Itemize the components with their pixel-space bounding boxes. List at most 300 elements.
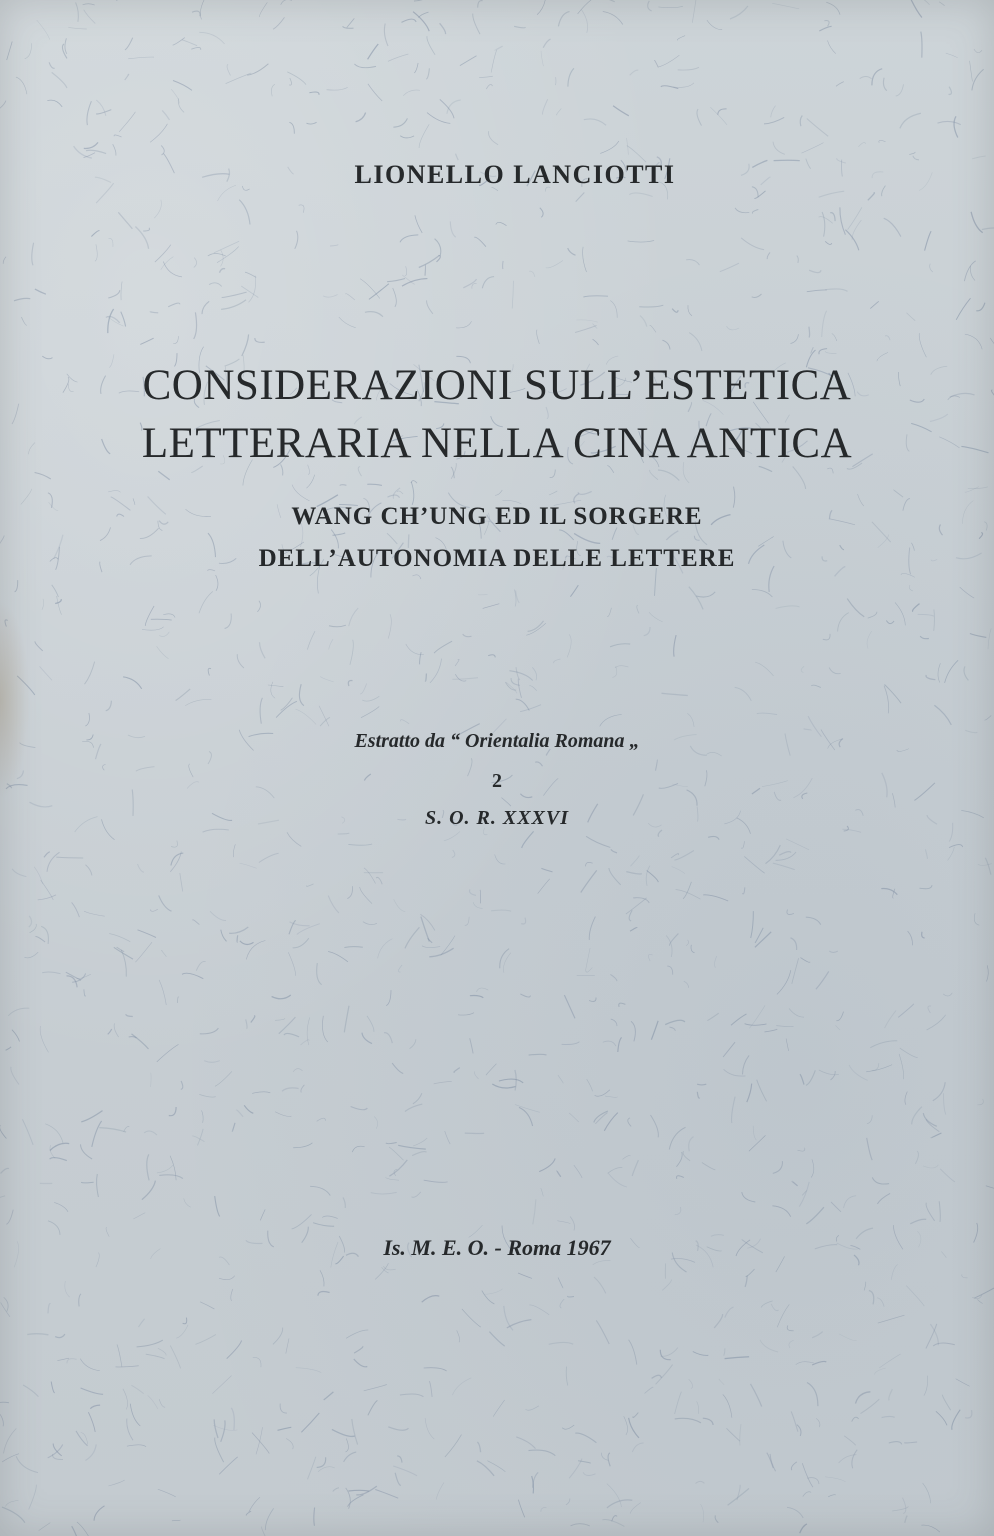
paper-fiber (368, 84, 382, 101)
paper-fiber (771, 1304, 778, 1311)
paper-fiber (422, 1296, 440, 1303)
paper-fiber (198, 1129, 204, 1146)
paper-fiber (528, 621, 544, 632)
paper-fiber (171, 841, 177, 848)
paper-fiber (49, 62, 55, 68)
paper-fiber (693, 1352, 709, 1356)
paper-fiber (539, 1158, 555, 1171)
paper-fiber (611, 1019, 617, 1026)
paper-fiber (715, 1515, 718, 1522)
paper-fiber (389, 1147, 403, 1160)
paper-fiber (771, 106, 776, 118)
paper-fiber (831, 1071, 836, 1080)
paper-fiber (168, 303, 180, 307)
paper-fiber (894, 490, 903, 497)
paper-fiber (891, 1265, 897, 1280)
paper-fiber (629, 193, 652, 197)
paper-fiber (50, 1145, 55, 1158)
paper-fiber (760, 1340, 778, 1352)
paper-fiber (719, 1379, 724, 1385)
paper-fiber (208, 254, 226, 257)
paper-fiber (293, 938, 309, 948)
paper-fiber (137, 1340, 163, 1347)
paper-fiber (612, 1516, 617, 1522)
paper-fiber (752, 589, 773, 597)
paper-fiber (384, 24, 388, 47)
paper-fiber (95, 244, 97, 261)
paper-fiber (491, 50, 496, 73)
paper-fiber (444, 832, 460, 841)
paper-fiber (799, 1182, 809, 1207)
paper-fiber (811, 1159, 814, 1177)
paper-fiber (985, 858, 991, 875)
paper-fiber (354, 1346, 363, 1353)
paper-fiber (518, 1273, 532, 1278)
paper-fiber (162, 110, 169, 120)
paper-fiber (979, 533, 983, 539)
paper-fiber (154, 200, 161, 218)
paper-fiber (870, 302, 878, 309)
paper-fiber (627, 138, 629, 155)
paper-fiber (909, 585, 913, 591)
paper-fiber (708, 836, 719, 839)
paper-fiber (67, 1359, 77, 1364)
paper-fiber (575, 1433, 596, 1443)
paper-fiber (541, 51, 543, 66)
paper-fiber (343, 26, 354, 28)
paper-fiber (499, 1079, 523, 1083)
paper-fiber (229, 927, 248, 933)
paper-fiber (252, 1092, 270, 1094)
paper-fiber (886, 621, 894, 624)
paper-fiber (558, 12, 569, 27)
paper-fiber (493, 1400, 504, 1417)
paper-fiber (605, 1096, 617, 1097)
paper-fiber (286, 1439, 293, 1450)
paper-fiber (970, 634, 986, 638)
paper-fiber (163, 614, 175, 618)
paper-fiber (157, 1044, 179, 1062)
paper-fiber (576, 193, 585, 202)
paper-fiber (209, 283, 222, 287)
paper-fiber (910, 1219, 926, 1224)
paper-fiber (411, 481, 417, 484)
paper-fiber (482, 277, 494, 289)
paper-fiber (773, 142, 785, 155)
paper-fiber (502, 798, 511, 807)
paper-fiber (802, 1190, 807, 1195)
paper-fiber (806, 1070, 815, 1085)
paper-fiber (518, 1500, 524, 1518)
paper-fiber (393, 118, 407, 127)
paper-fiber (710, 107, 727, 125)
paper-fiber (954, 116, 958, 137)
paper-fiber (90, 1405, 100, 1409)
paper-fiber (411, 482, 414, 505)
paper-fiber (72, 973, 85, 982)
paper-fiber (214, 1419, 218, 1438)
paper-fiber (347, 886, 352, 898)
paper-fiber (570, 1217, 575, 1231)
paper-fiber (437, 1483, 444, 1500)
paper-fiber (365, 312, 383, 317)
paper-fiber (473, 902, 483, 908)
paper-fiber (445, 1435, 462, 1457)
paper-fiber (583, 247, 587, 272)
paper-fiber (176, 689, 191, 701)
paper-fiber (877, 1193, 890, 1204)
paper-fiber (658, 55, 679, 67)
paper-fiber (306, 884, 313, 886)
paper-fiber (856, 1392, 871, 1404)
paper-fiber (772, 3, 799, 9)
paper-fiber (388, 495, 400, 498)
paper-fiber (860, 76, 872, 78)
paper-fiber (883, 78, 886, 91)
paper-fiber (242, 334, 249, 356)
paper-fiber (425, 674, 426, 682)
paper-fiber (62, 44, 67, 59)
paper-fiber (108, 1029, 112, 1034)
paper-fiber (938, 663, 940, 682)
paper-fiber (41, 926, 48, 944)
paper-fiber (701, 1504, 704, 1522)
paper-fiber (332, 1429, 355, 1436)
paper-fiber (867, 1115, 872, 1124)
paper-fiber (809, 270, 821, 272)
paper-fiber (450, 221, 455, 237)
paper-fiber (463, 279, 476, 288)
paper-fiber (421, 917, 429, 942)
paper-fiber (48, 1304, 51, 1314)
paper-fiber (81, 1182, 94, 1183)
paper-fiber (824, 21, 829, 27)
paper-fiber (919, 333, 926, 357)
paper-fiber (671, 854, 679, 858)
paper-fiber (184, 1198, 191, 1207)
paper-fiber (318, 1292, 330, 1296)
paper-fiber (696, 592, 715, 597)
paper-fiber (200, 1028, 219, 1034)
paper-fiber (382, 1267, 389, 1273)
paper-fiber (745, 1024, 767, 1026)
paper-fiber (320, 676, 333, 682)
paper-fiber (260, 1209, 265, 1220)
paper-fiber (434, 641, 452, 653)
paper-fiber (822, 212, 825, 237)
paper-fiber (7, 42, 13, 61)
paper-fiber (45, 1124, 63, 1143)
paper-fiber (519, 1107, 533, 1126)
paper-fiber (714, 1314, 722, 1328)
paper-fiber (661, 86, 679, 89)
paper-fiber (884, 218, 901, 236)
paper-fiber (694, 536, 699, 541)
paper-fiber (106, 317, 120, 323)
paper-fiber (48, 1445, 63, 1458)
paper-fiber (231, 1408, 234, 1430)
paper-fiber (869, 1291, 874, 1305)
paper-fiber (741, 841, 744, 848)
paper-fiber (65, 38, 67, 54)
paper-fiber (292, 485, 309, 501)
paper-fiber (949, 845, 963, 848)
paper-fiber (533, 1199, 536, 1224)
paper-fiber (669, 1127, 685, 1149)
paper-fiber (157, 646, 169, 659)
paper-fiber (123, 1389, 128, 1410)
paper-fiber (767, 252, 770, 259)
paper-fiber (50, 1143, 69, 1150)
paper-fiber (777, 970, 791, 994)
paper-fiber (511, 678, 520, 685)
paper-fiber (66, 972, 81, 980)
paper-fiber (867, 1138, 873, 1160)
paper-fiber (631, 856, 640, 867)
paper-fiber (284, 1033, 299, 1036)
paper-fiber (985, 716, 992, 721)
paper-fiber (354, 1359, 368, 1367)
paper-fiber (791, 938, 797, 950)
paper-fiber (114, 1023, 118, 1037)
paper-fiber (435, 239, 441, 256)
paper-fiber (81, 1111, 102, 1122)
paper-fiber (789, 1340, 794, 1348)
paper-fiber (724, 1069, 746, 1076)
paper-fiber (44, 852, 50, 858)
paper-fiber (333, 533, 346, 536)
paper-fiber (495, 855, 506, 865)
paper-fiber (328, 896, 339, 913)
paper-fiber (199, 591, 213, 613)
paper-fiber (509, 671, 532, 681)
paper-fiber (121, 950, 126, 977)
paper-fiber (812, 1361, 826, 1365)
paper-fiber (928, 1006, 931, 1013)
paper-fiber (672, 309, 678, 313)
paper-fiber (327, 87, 348, 90)
paper-fiber (889, 1389, 893, 1400)
paper-fiber (847, 599, 864, 617)
paper-fiber (593, 1261, 611, 1265)
paper-fiber (158, 1489, 176, 1497)
paper-fiber (0, 1196, 5, 1207)
paper-fiber (506, 682, 517, 693)
paper-fiber (227, 64, 230, 75)
paper-fiber (868, 193, 875, 201)
paper-fiber (543, 99, 548, 114)
paper-fiber (520, 994, 530, 997)
paper-fiber (363, 922, 377, 925)
paper-fiber (777, 1304, 789, 1327)
paper-fiber (628, 1118, 631, 1127)
paper-fiber (878, 1315, 905, 1323)
paper-fiber (610, 301, 617, 318)
paper-fiber (776, 1026, 793, 1027)
paper-fiber (723, 1042, 735, 1057)
paper-fiber (317, 963, 322, 985)
paper-fiber (239, 200, 250, 225)
paper-fiber (368, 1400, 378, 1415)
paper-fiber (801, 666, 804, 672)
paper-fiber (84, 989, 86, 996)
paper-fiber (191, 47, 200, 49)
paper-fiber (333, 1488, 339, 1492)
paper-fiber (569, 1113, 579, 1122)
paper-fiber (807, 290, 827, 292)
paper-fiber (11, 1067, 19, 1085)
paper-fiber (892, 793, 895, 807)
paper-fiber (150, 909, 158, 911)
paper-fiber (35, 473, 51, 480)
paper-fiber (470, 995, 483, 997)
paper-fiber (595, 1113, 607, 1124)
paper-fiber (420, 652, 422, 664)
paper-fiber (872, 1063, 879, 1070)
paper-fiber (114, 947, 133, 959)
paper-fiber (650, 325, 656, 332)
paper-fiber (697, 109, 702, 126)
paper-fiber (424, 1368, 447, 1371)
paper-fiber (797, 256, 799, 263)
paper-fiber (720, 263, 739, 272)
paper-fiber (692, 0, 696, 23)
paper-fiber (802, 143, 824, 154)
paper-fiber (741, 238, 764, 250)
paper-fiber (419, 256, 440, 268)
paper-fiber (933, 1082, 945, 1101)
paper-fiber (202, 301, 209, 314)
paper-fiber (906, 1286, 924, 1307)
paper-fiber (755, 932, 771, 948)
paper-fiber (661, 1348, 678, 1357)
paper-fiber (944, 1093, 946, 1114)
paper-fiber (828, 41, 836, 54)
paper-fiber (909, 0, 922, 17)
paper-fiber (486, 1064, 496, 1075)
paper-fiber (949, 87, 952, 95)
paper-fiber (145, 606, 154, 626)
paper-fiber (678, 67, 699, 70)
paper-fiber (260, 642, 266, 658)
paper-fiber (84, 10, 96, 24)
paper-fiber (885, 336, 890, 341)
paper-fiber (486, 84, 492, 89)
paper-fiber (271, 84, 274, 96)
paper-fiber (948, 847, 955, 861)
paper-fiber (516, 667, 520, 680)
paper-fiber (50, 1158, 67, 1161)
paper-fiber (482, 1291, 495, 1304)
paper-fiber (752, 210, 758, 214)
paper-fiber (77, 1522, 93, 1536)
paper-fiber (84, 911, 105, 916)
paper-fiber (371, 1192, 397, 1194)
paper-fiber (912, 1107, 922, 1125)
paper-fiber (956, 1379, 970, 1387)
paper-fiber (222, 292, 247, 297)
paper-fiber (816, 1418, 820, 1427)
paper-fiber (251, 1016, 255, 1023)
paper-fiber (877, 352, 888, 361)
paper-fiber (870, 1041, 897, 1048)
paper-fiber (117, 1345, 122, 1367)
paper-fiber (47, 852, 60, 872)
paper-fiber (922, 932, 925, 938)
paper-fiber (555, 77, 556, 85)
paper-fiber (57, 596, 62, 615)
paper-fiber (96, 100, 106, 116)
paper-fiber (85, 1444, 96, 1460)
paper-fiber (686, 940, 689, 946)
paper-fiber (221, 250, 224, 267)
paper-fiber (38, 895, 56, 900)
paper-fiber (574, 1165, 582, 1178)
paper-fiber (41, 880, 54, 900)
paper-fiber (394, 1169, 397, 1176)
paper-fiber (755, 928, 763, 943)
paper-fiber (557, 1221, 570, 1224)
paper-fiber (329, 625, 346, 627)
paper-fiber (392, 1063, 403, 1073)
paper-fiber (12, 1030, 20, 1042)
paper-fiber (173, 336, 178, 343)
paper-fiber (127, 1445, 146, 1447)
paper-fiber (791, 1462, 796, 1470)
paper-fiber (633, 1413, 638, 1418)
paper-fiber (422, 946, 440, 948)
paper-fiber (578, 1461, 591, 1463)
paper-fiber (226, 73, 252, 84)
paper-fiber (196, 961, 205, 970)
paper-fiber (368, 44, 379, 59)
paper-fiber (350, 640, 353, 665)
paper-fiber (562, 1425, 574, 1429)
paper-fiber (697, 1084, 706, 1085)
paper-fiber (520, 705, 541, 712)
paper-fiber (72, 902, 80, 917)
paper-fiber (915, 1151, 918, 1164)
paper-fiber (159, 980, 166, 1005)
paper-fiber (923, 1165, 938, 1168)
paper-fiber (348, 1490, 369, 1491)
paper-fiber (852, 220, 861, 240)
paper-fiber (986, 1186, 994, 1189)
paper-fiber (675, 1418, 701, 1423)
paper-fiber (172, 1520, 180, 1521)
paper-fiber (414, 63, 418, 73)
paper-fiber (406, 644, 424, 655)
paper-fiber (687, 713, 694, 727)
paper-fiber (88, 1412, 95, 1432)
paper-fiber (800, 116, 802, 127)
paper-fiber (480, 890, 481, 904)
paper-fiber (724, 1348, 725, 1355)
paper-fiber (978, 1099, 984, 1105)
paper-fiber (755, 191, 766, 199)
paper-fiber (645, 1387, 653, 1393)
paper-fiber (415, 215, 422, 233)
paper-fiber (233, 844, 235, 857)
paper-fiber (730, 6, 748, 19)
paper-fiber (728, 1488, 749, 1505)
paper-fiber (838, 613, 849, 632)
paper-fiber (751, 911, 754, 938)
paper-fiber (648, 1, 652, 11)
paper-fiber (287, 832, 301, 846)
paper-fiber (504, 1306, 513, 1330)
paper-fiber (607, 1484, 622, 1508)
